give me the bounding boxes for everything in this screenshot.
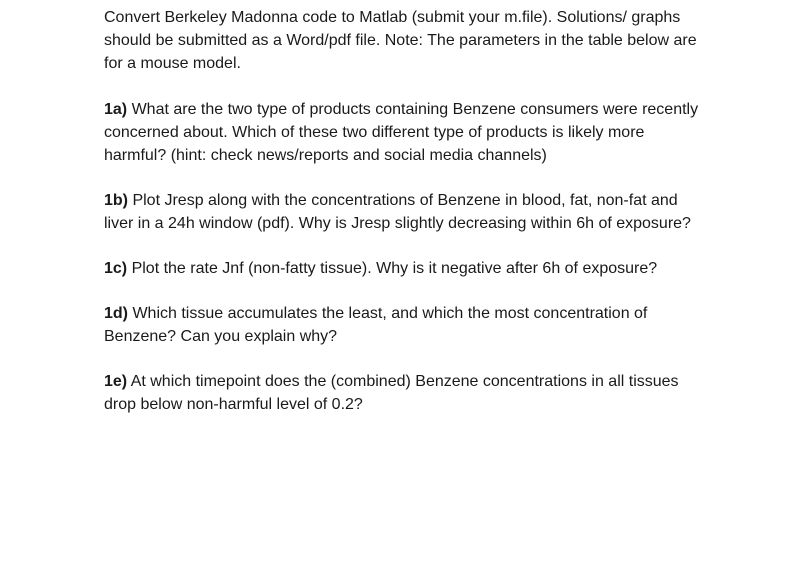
question-1a: [104, 98, 704, 167]
question-text: Plot Jresp along with the concentrations of Benzene in blood, fat, non-fat and liver in a 24h window (pdf). Why is Jresp slightly decreasing within 6h of exposure?: [104, 192, 691, 232]
question-label: 1e): [104, 373, 128, 390]
intro-paragraph: Convert Berkeley Madonna code to Matlab (submit your m.file). Solutions/ graphs should be submitted as a Word/pdf file. Note: The parameters in the table below are for a mouse model.: [104, 9, 697, 72]
question-text: Which tissue accumulates the least, and which the most concentration of Benzene? Can you explain why?: [104, 305, 648, 345]
question-text: Plot the rate Jnf (non-fatty tissue). Why is it negative after 6h of exposure?: [127, 260, 658, 277]
question-text: At which timepoint does the (combined) Benzene concentrations in all tissues drop below non-harmful level of 0.2?: [104, 373, 679, 413]
document-body: [104, 6, 704, 438]
question-label: 1b): [104, 192, 128, 209]
question-1d: [104, 302, 704, 348]
question-label: 1c): [104, 260, 128, 277]
question-1e: [104, 370, 704, 416]
question-1c: [104, 257, 704, 280]
question-label: 1a): [104, 101, 128, 118]
question-1b: [104, 189, 704, 235]
question-text: What are the two type of products containing Benzene consumers were recently concerned about. Which of these two different type of products is likely more harmful? (hint: check news/reports and social media channels): [104, 101, 699, 164]
question-label: 1d): [104, 305, 128, 322]
